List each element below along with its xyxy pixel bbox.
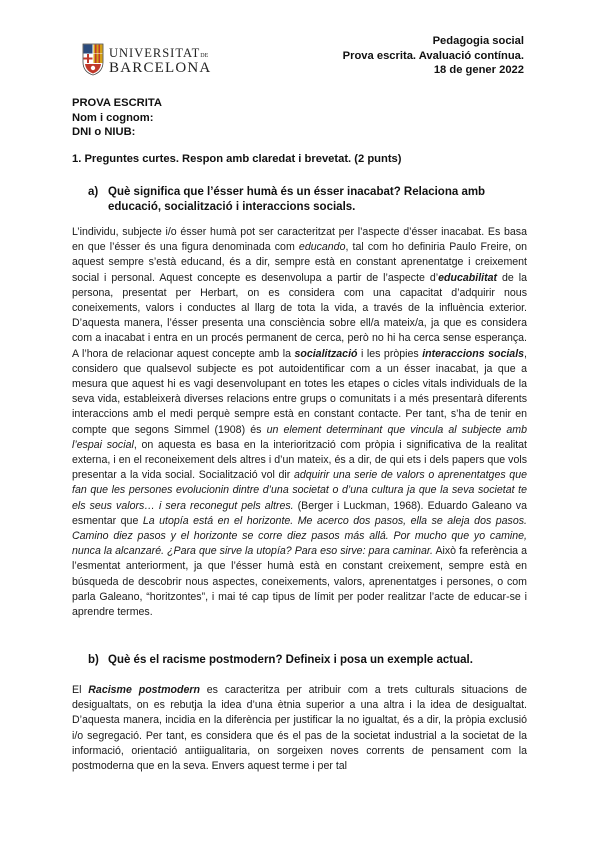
document-header bbox=[343, 34, 524, 78]
name-label: Nom i cognom: bbox=[72, 111, 154, 124]
answer-a: L’individu, subjecte i/o ésser humà pot ser caracteritzat per l’aspecte d’ésser inacabat. Es basa en que l’ésser és una figura denominada com educando, tal com ho definiria Paulo Freire, on aquest sempre s’està educand, és a dir, sempre està en constant aprenentatge i creixement social i personal. Aquest concepte es desenvolupa a partir de l’aspecte d’educabilitat de la persona, presentat per Herbart, on es considera com una capacitat d’adquirir nous coneixements, valors i conductes al llarg de tota la vida, a través de la influència exterior. D’aquesta manera, l’ésser presenta una consciència sobre ell/a mateix/a, ja que es considera com a inacabat i entra en un procés permanent de cerca, però no hi ha cerca sense esperança. A l’hora de relacionar aquest concepte amb la socialització i les pròpies interaccions socials, considero que qualsevol subjecte es pot autoidentificar com a un ésser inacabat, ja que a mesura que aquest hi es vagi desenvolupant en totes les etapes o cicles vitals individuals de la seva vida, estableixerà diverses relacions entre grups o comunitats i a més presentarà diferents interaccions amb el medi perquè sempre està en constant contacte. Per tant, s’ha de tenir en compte que segons Simmel (1908) és un element determinant que vincula al subjecte amb l’espai social, on aquesta es basa en la interiorització com pròpia i significativa de la realitat externa, i en el reconeixement dels altres i d’un mateix, és a dir, de qui ets i dels papers que vols presentar a la vida social. Socialització vol dir adquirir una serie de valors o aprenentatges que fan que les persones evolucionin dintre d’una societat o d’una cultura ja que la seva societat te els seus valors… i sera reconegut pels altres. (Berger i Luckman, 1968). Eduardo Galeano va esmentar que La utopía está en el horizonte. Me acerco dos pasos, ella se aleja dos pasos. Camino diez pasos y el horizonte se corre diez pasos más allá. Por mucho que yo camine, nunca la alcanzaré. ¿Para que sirve la utopía? Para eso sirve: para caminar. Això fa referència a l’esmentat anteriorment, ja que l’ésser humà està en constant creixement, sempre està en búsqueda de descobrir nous aspectes, coneixements, valors, aprenentatges i persones, o com parla Galeano, “horitzontes”, i mai té cap tipus de límit per poder realitzar l’acte de educar-se i aprendre termes. bbox=[72, 226, 528, 619]
university-name-line1: UNIVERSITATDE bbox=[109, 46, 209, 60]
university-name-line2: BARCELONA bbox=[109, 60, 212, 76]
university-crest-icon bbox=[82, 42, 104, 76]
exam-info bbox=[72, 96, 162, 140]
course-name: Pedagogia social bbox=[432, 35, 524, 47]
question-b-text: Què és el racisme postmodern? Defineix i posa un exemple actual. bbox=[108, 654, 473, 666]
answer-b: El Racisme postmodern es caracteritza per atribuir com a trets culturals situacions de desigualtats, on es rebutja la idea d’una ètnia superior a una altra i la idea de desigualtat. D’aquesta manera, incidia en la diferència per justificar la no igualtat, és a dir, la pròpia exclusió i/o segregació. Per tant, es considera que és el pas de la societat industrial a la societat de la informació, orientació antiigualitaria, on sorgeixen noves corrents de pensament com la postmoderna que en la seva. Envers aquest terme i per tal bbox=[72, 684, 527, 773]
question-b-marker: b) bbox=[88, 654, 99, 666]
exam-title: PROVA ESCRITA bbox=[72, 97, 162, 109]
university-logo bbox=[82, 42, 212, 80]
question-a-text: Què significa que l’ésser humà és un ésser inacabat? Relaciona amb educació, socialització i interaccions socials. bbox=[108, 186, 486, 213]
question-a bbox=[88, 185, 530, 215]
question-b bbox=[88, 653, 530, 668]
exam-type: Prova escrita. Avaluació contínua. bbox=[342, 49, 524, 62]
section-1-title: 1. Preguntes curtes. Respon amb claredat i brevetat. (2 punts) bbox=[72, 153, 402, 165]
question-a-marker: a) bbox=[88, 186, 99, 198]
id-label: DNI o NIUB: bbox=[72, 126, 136, 138]
exam-date: 18 de gener 2022 bbox=[433, 64, 524, 76]
